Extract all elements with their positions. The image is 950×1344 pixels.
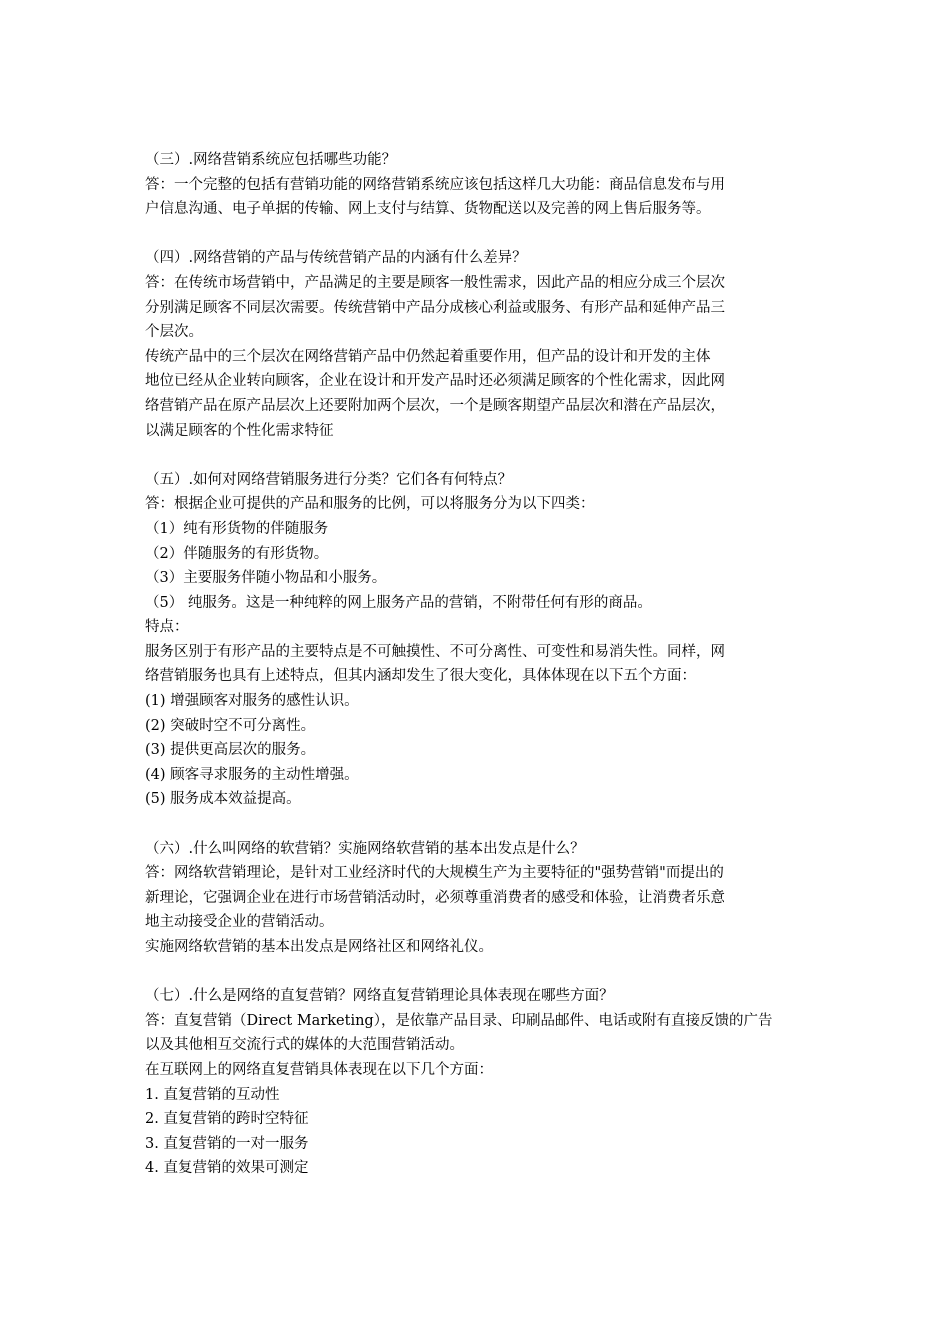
answer-line: （3）主要服务伴随小物品和小服务。	[145, 570, 387, 587]
section-gap	[145, 443, 810, 468]
answer-line: 传统产品中的三个层次在网络营销产品中仍然起着重要作用，但产品的设计和开发的主体	[145, 348, 711, 365]
section-gap	[145, 222, 810, 247]
question-heading: （三）.网络营销系统应包括哪些功能？	[145, 152, 397, 168]
question-heading: （四）.网络营销的产品与传统营销产品的内涵有什么差异？	[145, 250, 527, 267]
question-heading: （六）.什么叫网络的软营销？实施网络软营销的基本出发点是什么？	[145, 840, 585, 857]
question-heading: （七）.什么是网络的直复营销？网络直复营销理论具体表现在哪些方面？	[145, 988, 614, 1005]
answer-line: (4) 顾客寻求服务的主动性增强。	[145, 766, 359, 783]
qa-section	[145, 148, 810, 222]
answer-line: 答：一个完整的包括有营销功能的网络营销系统应该包括这样几大功能：商品信息发布与用	[145, 176, 725, 193]
answer-line: 4. 直复营销的效果可测定	[145, 1160, 309, 1177]
answer-line: 户信息沟通、电子单据的传输、网上支付与结算、货物配送以及完善的网上售后服务等。	[145, 201, 711, 218]
answer-line: 答：在传统市场营销中，产品满足的主要是顾客一般性需求，因此产品的相应分成三个层次	[145, 274, 725, 291]
answer-line: 地位已经从企业转向顾客，企业在设计和开发产品时还必须满足顾客的个性化需求，因此网	[145, 373, 725, 390]
answer-line: 在互联网上的网络直复营销具体表现在以下几个方面：	[145, 1061, 493, 1078]
answer-line: 以及其他相互交流行式的媒体的大范围营销活动。	[145, 1037, 464, 1054]
section-gap	[145, 812, 810, 837]
answer-line: 络营销服务也具有上述特点，但其内涵却发生了很大变化，具体体现在以下五个方面：	[145, 668, 696, 685]
answer-line: 个层次。	[145, 324, 203, 341]
answer-line: (2) 突破时空不可分离性。	[145, 717, 316, 734]
answer-line: 答：网络软营销理论，是针对工业经济时代的大规模生产为主要特征的"强势营销"而提出的	[145, 865, 724, 882]
qa-section	[145, 837, 810, 960]
answer-line: 地主动接受企业的营销活动。	[145, 914, 334, 931]
answer-line: （2）伴随服务的有形货物。	[145, 545, 329, 562]
answer-line: (5) 服务成本效益提高。	[145, 791, 301, 808]
answer-line: 新理论，它强调企业在进行市场营销活动时，必须尊重消费者的感受和体验，让消费者乐意	[145, 889, 725, 906]
answer-line: (3) 提供更高层次的服务。	[145, 742, 316, 759]
qa-section	[145, 984, 810, 1181]
answer-line: 实施网络软营销的基本出发点是网络社区和网络礼仪。	[145, 939, 493, 955]
answer-line: 以满足顾客的个性化需求特征	[145, 422, 334, 439]
answer-line: 3. 直复营销的一对一服务	[145, 1135, 309, 1152]
answer-line: 服务区别于有形产品的主要特点是不可触摸性、不可分离性、可变性和易消失性。同样，网	[145, 643, 725, 660]
answer-line: 络营销产品在原产品层次上还要附加两个层次，一个是顾客期望产品层次和潜在产品层次，	[145, 397, 725, 414]
qa-section	[145, 246, 810, 443]
answer-line: 分别满足顾客不同层次需要。传统营销中产品分成核心利益或服务、有形产品和延伸产品三	[145, 299, 725, 316]
answer-line: 1. 直复营销的互动性	[145, 1086, 280, 1103]
answer-line: 答：根据企业可提供的产品和服务的比例，可以将服务分为以下四类：	[145, 496, 595, 513]
document-page	[145, 148, 810, 1181]
qa-section	[145, 468, 810, 812]
answer-line: 答：直复营销（Direct Marketing），是依靠产品目录、印刷品邮件、电话或附有直接反馈的广告	[145, 1012, 773, 1029]
answer-line: 特点：	[145, 619, 189, 636]
question-heading: （五）.如何对网络营销服务进行分类？它们各有何特点？	[145, 471, 513, 488]
answer-line: （5） 纯服务。这是一种纯粹的网上服务产品的营销，不附带任何有形的商品。	[145, 594, 652, 611]
section-gap	[145, 960, 810, 985]
answer-line: （1）纯有形货物的伴随服务	[145, 520, 329, 537]
answer-line: 2. 直复营销的跨时空特征	[145, 1111, 309, 1128]
answer-line: (1) 增强顾客对服务的感性认识。	[145, 693, 359, 710]
